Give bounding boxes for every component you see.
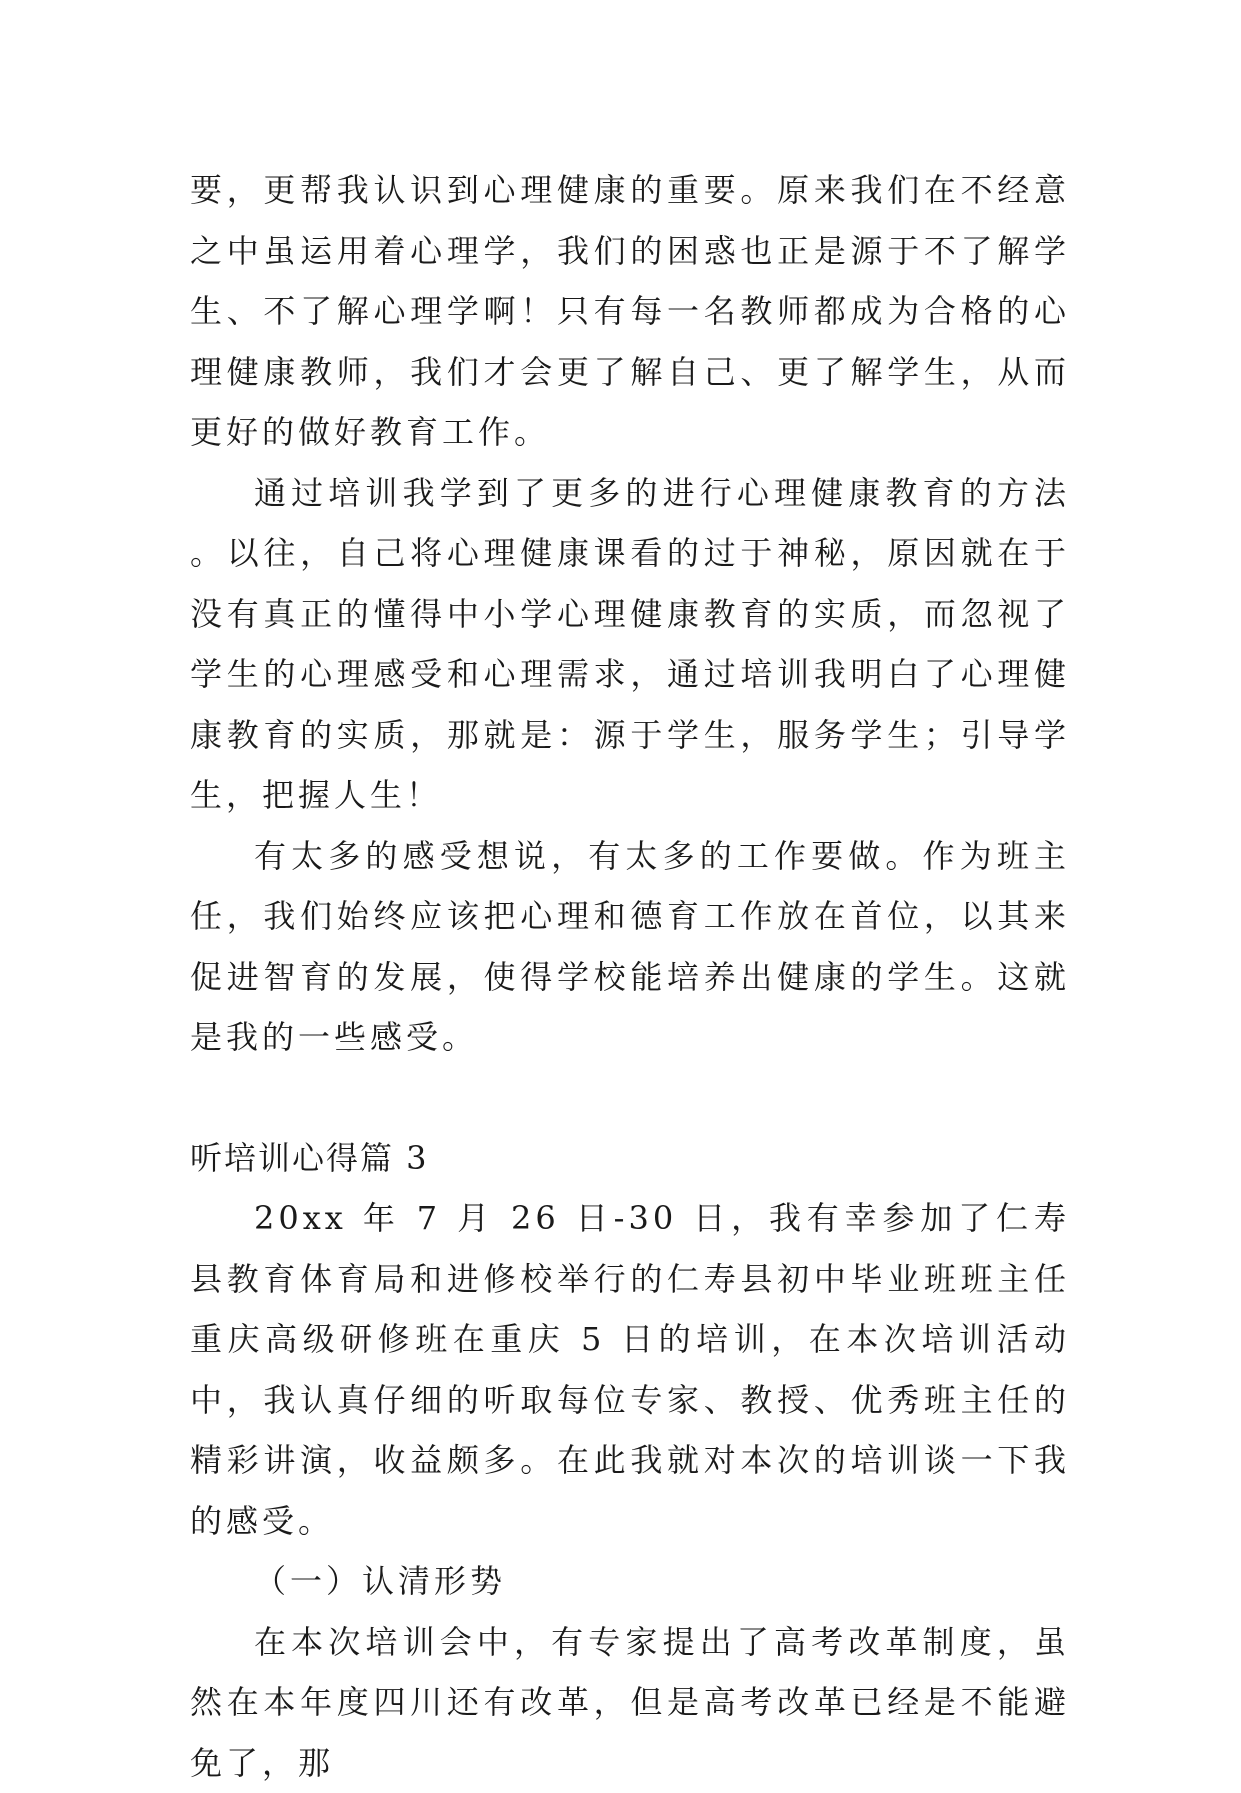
subheading: （一）认清形势 <box>190 1551 1070 1612</box>
section-title: 听培训心得篇 3 <box>190 1128 1070 1189</box>
document-body <box>190 160 1070 1793</box>
paragraph-3: 有太多的感受想说，有太多的工作要做。作为班主任，我们始终应该把心理和德育工作放在首位，以其来促进智育的发展，使得学校能培养出健康的学生。这就是我的一些感受。 <box>190 826 1070 1068</box>
paragraph-1: 要，更帮我认识到心理健康的重要。原来我们在不经意之中虽运用着心理学，我们的困惑也正是源于不了解学生、不了解心理学啊！只有每一名教师都成为合格的心理健康教师，我们才会更了解自己、更了解学生，从而更好的做好教育工作。 <box>190 160 1070 463</box>
final-paragraph: 在本次培训会中，有专家提出了高考改革制度，虽然在本年度四川还有改革，但是高考改革已经是不能避免了，那 <box>190 1612 1070 1793</box>
section-paragraph-1: 20xx 年 7 月 26 日-30 日，我有幸参加了仁寿县教育体育局和进修校举行的仁寿县初中毕业班班主任重庆高级研修班在重庆 5 日的培训，在本次培训活动中，我认真仔细的听取每位专家、教授、优秀班主任的精彩讲演，收益颇多。在此我就对本次的培训谈一下我的感受。 <box>190 1188 1070 1551</box>
paragraph-2: 通过培训我学到了更多的进行心理健康教育的方法。以往，自己将心理健康课看的过于神秘，原因就在于没有真正的懂得中小学心理健康教育的实质，而忽视了学生的心理感受和心理需求，通过培训我明白了心理健康教育的实质，那就是：源于学生，服务学生；引导学生，把握人生！ <box>190 463 1070 826</box>
